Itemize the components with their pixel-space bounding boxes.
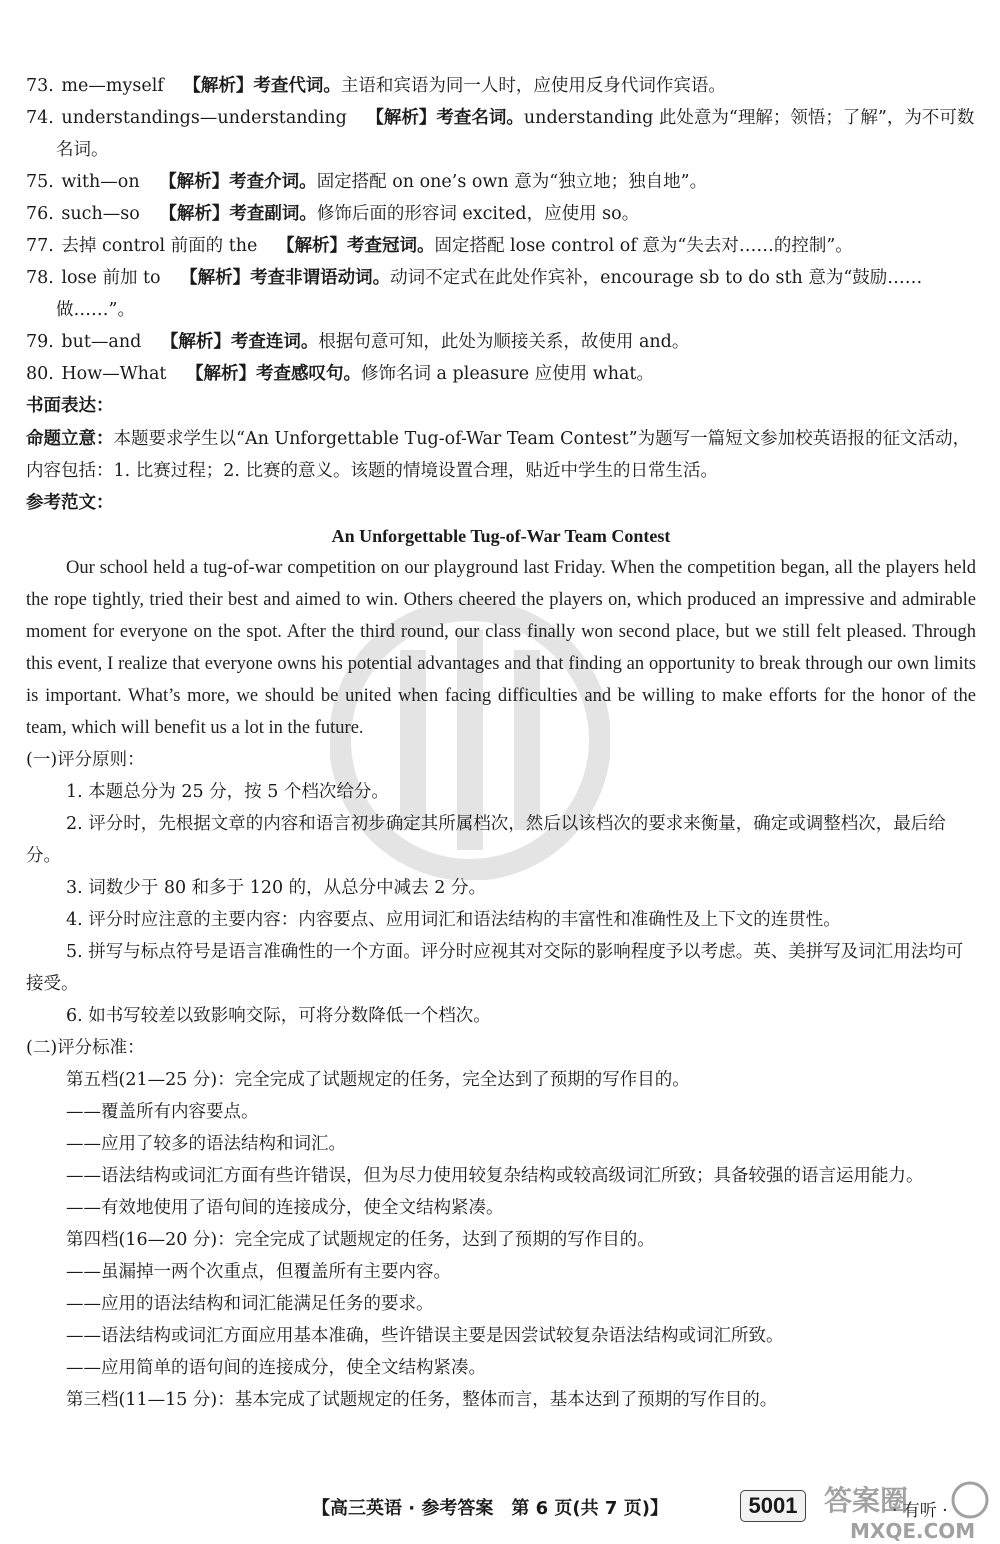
- answer-79: [26, 326, 976, 358]
- site-logo: [820, 1478, 995, 1544]
- answer-78: [26, 262, 976, 294]
- footer-code: 5001: [740, 1490, 806, 1522]
- answer-correction: understandings—understanding: [61, 108, 347, 128]
- answer-number: 79.: [26, 332, 54, 352]
- intent-label: 命题立意：: [26, 429, 114, 449]
- standard-item: ——应用的语法结构和词汇能满足任务的要求。: [66, 1294, 434, 1314]
- answer-correction: me—myself: [61, 76, 164, 96]
- principle-item: 1. 本题总分为 25 分，按 5 个档次给分。: [66, 782, 389, 802]
- site-logo-brand: 答案圈: [824, 1484, 909, 1517]
- principle-item: 6. 如书写较差以致影响交际，可将分数降低一个档次。: [66, 1006, 491, 1026]
- standard-item: ——语法结构或词汇方面有些许错误，但为尽力使用较复杂结构或较高级词汇所致；具备较强的语言运用能力。: [66, 1166, 924, 1186]
- answer-tag: 【解析】考查冠词。: [277, 236, 435, 256]
- principle-item: 2. 评分时，先根据文章的内容和语言初步确定其所属档次，然后以该档次的要求来衡量，确定或调整档次，最后给分。: [26, 814, 946, 866]
- answer-number: 74.: [26, 108, 54, 128]
- answer-correction: How—What: [61, 364, 167, 384]
- answer-76: [26, 198, 976, 230]
- standard-item: ——有效地使用了语句间的连接成分，使全文结构紧凑。: [66, 1198, 504, 1218]
- answer-tag: 【解析】考查名词。: [366, 108, 524, 128]
- answer-number: 73.: [26, 76, 54, 96]
- answer-78-continued: 做……”。: [56, 300, 135, 320]
- answer-tag: 【解析】考查感叹句。: [186, 364, 361, 384]
- answer-explanation: 根据句意可知，此处为顺接关系，故使用 and。: [318, 332, 690, 352]
- answer-73: [26, 70, 976, 102]
- answer-explanation: 修饰名词 a pleasure 应使用 what。: [361, 364, 654, 384]
- answer-tag: 【解析】考查连词。: [160, 332, 319, 352]
- essay-title: An Unforgettable Tug-of-War Team Contest: [331, 526, 671, 546]
- answer-tag: 【解析】考查介词。: [159, 172, 317, 192]
- answer-74-continued: 名词。: [56, 140, 109, 160]
- principle-item: 3. 词数少于 80 和多于 120 的，从总分中减去 2 分。: [66, 878, 486, 898]
- standard-item: ——语法结构或词汇方面应用基本准确，些许错误主要是因尝试较复杂语法结构或词汇所致。: [66, 1326, 784, 1346]
- answer-75: [26, 166, 976, 198]
- principle-item: 5. 拼写与标点符号是语言准确性的一个方面。评分时应视其对交际的影响程度予以考虑。英、美拼写及词汇用法均可接受。: [26, 942, 964, 994]
- answer-correction: with—on: [61, 172, 140, 192]
- answer-number: 80.: [26, 364, 54, 384]
- answer-80: [26, 358, 976, 390]
- answer-tag: 【解析】考查副词。: [159, 204, 317, 224]
- standard-item: 第三档(11—15 分)：基本完成了试题规定的任务，整体而言，基本达到了预期的写作目的。: [66, 1390, 778, 1410]
- page-content: [26, 70, 976, 1416]
- standard-item: 第四档(16—20 分)：完全完成了试题规定的任务，达到了预期的写作目的。: [66, 1230, 655, 1250]
- principle-item: 4. 评分时应注意的主要内容：内容要点、应用词汇和语法结构的丰富性和准确性及上下文的连贯性。: [66, 910, 841, 930]
- answer-77: [26, 230, 976, 262]
- answer-tag: 【解析】考查代词。: [183, 76, 341, 96]
- principles-heading: (一)评分原则：: [26, 750, 145, 770]
- answer-correction: such—so: [61, 204, 140, 224]
- sample-heading: 参考范文：: [26, 493, 114, 513]
- answer-explanation: understanding 此处意为“理解；领悟；了解”，为不可数: [523, 108, 975, 128]
- answer-explanation: 动词不定式在此处作宾补，encourage sb to do sth 意为“鼓励……: [390, 268, 923, 288]
- answer-number: 75.: [26, 172, 54, 192]
- answer-correction: 去掉 control 前面的 the: [61, 236, 258, 256]
- answer-explanation: 固定搭配 on one’s own 意为“独立地；独自地”。: [316, 172, 708, 192]
- standards-heading: (二)评分标准：: [26, 1038, 145, 1058]
- standard-item: ——覆盖所有内容要点。: [66, 1102, 259, 1122]
- answer-number: 77.: [26, 236, 54, 256]
- intent-text: 本题要求学生以“An Unforgettable Tug-of-War Team Contest”为题写一篇短文参加校英语报的征文活动，内容包括：1. 比赛过程；2. 比赛的意义。该题的情境设置合理，贴近中学生的日常生活。: [26, 429, 971, 481]
- standard-item: ——应用了较多的语法结构和词汇。: [66, 1134, 346, 1154]
- answer-74: [26, 102, 976, 134]
- standard-item: ——虽漏掉一两个次重点，但覆盖所有主要内容。: [66, 1262, 451, 1282]
- answer-tag: 【解析】考查非谓语动词。: [180, 268, 391, 288]
- footer-right: · 有听 ·: [892, 1501, 948, 1521]
- answer-number: 76.: [26, 204, 54, 224]
- footer-title: 【高三英语 · 参考答案 第 6 页(共 7 页)】: [312, 1498, 668, 1519]
- standard-item: ——应用简单的语句间的连接成分，使全文结构紧凑。: [66, 1358, 486, 1378]
- answer-explanation: 主语和宾语为同一人时，应使用反身代词作宾语。: [340, 76, 726, 96]
- answer-correction: but—and: [61, 332, 142, 352]
- site-logo-url: MXQE.COM: [850, 1519, 976, 1543]
- standard-item: 第五档(21—25 分)：完全完成了试题规定的任务，完全达到了预期的写作目的。: [66, 1070, 690, 1090]
- answer-number: 78.: [26, 268, 54, 288]
- answer-explanation: 固定搭配 lose control of 意为“失去对……的控制”。: [434, 236, 853, 256]
- answer-explanation: 修饰后面的形容词 excited，应使用 so。: [316, 204, 640, 224]
- answer-correction: lose 前加 to: [61, 268, 161, 288]
- writing-intent: [26, 423, 976, 487]
- writing-heading: 书面表达：: [26, 396, 114, 416]
- essay-body: Our school held a tug-of-war competition on our playground last Friday. When the competition began, all the players held the rope tightly, tried their best and aimed to win. Others cheered the players on, which produced an impressive and admirable moment for everyone on the spot. After the third round, our class finally won second place, but we still felt pleased. Through this event, I realize that everyone owns his potential advantages and that finding an opportunity to break through our own limits is important. What’s more, we should be united when facing difficulties and be willing to make efforts for the honor of the team, which will benefit us a lot in the future.: [26, 558, 976, 738]
